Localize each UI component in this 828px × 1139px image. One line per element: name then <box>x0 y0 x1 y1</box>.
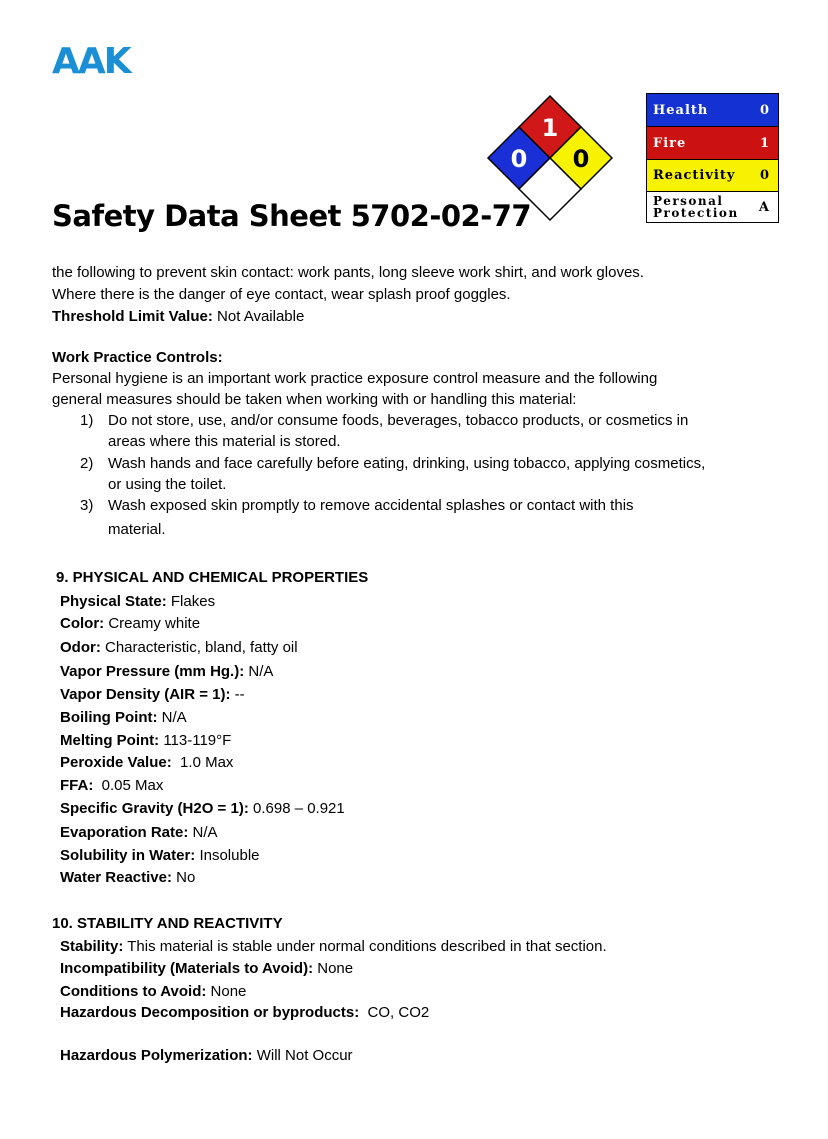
intro-line-1: the following to prevent skin contact: work pants, long sleeve work shirt, and work gloves. <box>52 264 644 281</box>
hmis-ppe-row <box>647 191 778 222</box>
property-hazardous-decomposition <box>60 1002 429 1023</box>
property-odor <box>60 637 298 658</box>
page-title: Safety Data Sheet 5702-02-77 <box>52 199 532 233</box>
property-label: Conditions to Avoid: <box>60 983 207 1000</box>
property-value: -- <box>230 686 245 703</box>
property-value: None <box>206 983 247 1000</box>
list-item-number: 3) <box>80 497 94 514</box>
property-ffa <box>60 775 163 796</box>
tlv-label: Threshold Limit Value: <box>52 308 213 325</box>
property-water-reactive <box>60 867 195 888</box>
property-value: N/A <box>188 824 218 841</box>
property-melting-point <box>60 730 231 751</box>
property-peroxide-value <box>60 752 233 773</box>
hmis-health-value: 0 <box>759 102 769 118</box>
property-label: Specific Gravity (H2O = 1): <box>60 800 249 817</box>
property-specific-gravity <box>60 798 345 819</box>
property-label: Evaporation Rate: <box>60 824 189 841</box>
section-10-heading <box>52 913 283 934</box>
property-label: Stability: <box>60 938 124 955</box>
hmis-ppe-value: A <box>758 199 769 215</box>
property-color <box>60 613 200 634</box>
intro-line-2: Where there is the danger of eye contact, wear splash proof goggles. <box>52 286 511 303</box>
property-label: Physical State: <box>60 593 167 610</box>
property-value: Insoluble <box>195 847 260 864</box>
section-9-heading-text: 9. PHYSICAL AND CHEMICAL PROPERTIES <box>56 569 369 586</box>
hmis-ppe-label-line1: Personal <box>653 194 724 208</box>
property-vapor-pressure <box>60 661 273 682</box>
work-practice-para-1: Personal hygiene is an important work practice exposure control measure and the following <box>52 370 658 387</box>
hmis-ppe-label-line2: Protection <box>653 206 739 220</box>
list-item-text-line2: or using the toilet. <box>108 476 227 493</box>
property-vapor-density <box>60 684 245 705</box>
hmis-reactivity-label: Reactivity <box>653 168 736 183</box>
nfpa-health-value: 0 <box>510 145 528 173</box>
property-physical-state <box>60 591 215 612</box>
tlv-value: Not Available <box>212 308 305 325</box>
property-value: N/A <box>157 709 187 726</box>
property-label: Melting Point: <box>60 732 160 749</box>
property-value: This material is stable under normal conditions described in that section. <box>123 938 607 955</box>
property-label: Boiling Point: <box>60 709 158 726</box>
hmis-health-label: Health <box>653 102 709 118</box>
list-item-text-line2: areas where this material is stored. <box>108 433 341 450</box>
property-conditions-to-avoid <box>60 981 246 1002</box>
hmis-health-row <box>647 94 778 126</box>
property-value: Creamy white <box>104 615 201 632</box>
property-label: Vapor Pressure (mm Hg.): <box>60 663 245 680</box>
property-value: CO, CO2 <box>359 1004 430 1021</box>
property-incompatibility <box>60 958 353 979</box>
list-item-text-line1: Do not store, use, and/or consume foods, beverages, tobacco products, or cosmetics in <box>108 412 689 429</box>
hmis-reactivity-value: 0 <box>759 168 769 183</box>
property-value: Flakes <box>166 593 216 610</box>
nfpa-reactivity-value: 0 <box>572 145 590 173</box>
list-item-number: 1) <box>80 412 94 429</box>
list-item-text-line1: Wash hands and face carefully before eating, drinking, using tobacco, applying cosmetics, <box>108 455 706 472</box>
list-item-number: 2) <box>80 455 94 472</box>
property-label: Solubility in Water: <box>60 847 196 864</box>
property-hazardous-polymerization <box>60 1045 353 1066</box>
property-value: Characteristic, bland, fatty oil <box>100 639 298 656</box>
company-logo: AAK <box>52 41 130 82</box>
property-value: 0.05 Max <box>93 777 164 794</box>
section-10-heading-text: 10. STABILITY AND REACTIVITY <box>52 915 283 932</box>
property-value: 0.698 – 0.921 <box>248 800 345 817</box>
property-value: None <box>313 960 354 977</box>
tlv-row <box>52 306 304 327</box>
property-label: Odor: <box>60 639 101 656</box>
list-item-text-line1: Wash exposed skin promptly to remove accidental splashes or contact with this <box>108 497 634 514</box>
nfpa-diamond <box>486 94 614 224</box>
property-label: Water Reactive: <box>60 869 172 886</box>
work-practice-heading <box>52 347 223 368</box>
property-label: FFA: <box>60 777 94 794</box>
property-value: No <box>172 869 196 886</box>
property-boiling-point <box>60 707 187 728</box>
property-value: 113-119°F <box>159 732 232 749</box>
list-item-text-line2: material. <box>108 521 166 538</box>
work-practice-heading-text: Work Practice Controls: <box>52 349 223 366</box>
property-solubility <box>60 845 260 866</box>
hmis-fire-value: 1 <box>759 135 769 151</box>
property-value: N/A <box>244 663 274 680</box>
nfpa-fire-value: 1 <box>541 114 559 142</box>
section-9-heading <box>56 567 368 588</box>
property-evaporation-rate <box>60 822 218 843</box>
property-stability <box>60 936 607 957</box>
property-label: Hazardous Decomposition or byproducts: <box>60 1004 360 1021</box>
property-label: Incompatibility (Materials to Avoid): <box>60 960 314 977</box>
hmis-label <box>646 93 779 223</box>
property-value: 1.0 Max <box>171 754 234 771</box>
hmis-ppe-label <box>653 195 739 219</box>
property-label: Hazardous Polymerization: <box>60 1047 253 1064</box>
property-value: Will Not Occur <box>252 1047 353 1064</box>
property-label: Vapor Density (AIR = 1): <box>60 686 231 703</box>
hmis-fire-label: Fire <box>653 135 687 151</box>
property-label: Color: <box>60 615 105 632</box>
hmis-reactivity-row <box>647 159 778 191</box>
work-practice-para-2: general measures should be taken when working with or handling this material: <box>52 391 577 408</box>
hmis-fire-row <box>647 126 778 159</box>
property-label: Peroxide Value: <box>60 754 172 771</box>
